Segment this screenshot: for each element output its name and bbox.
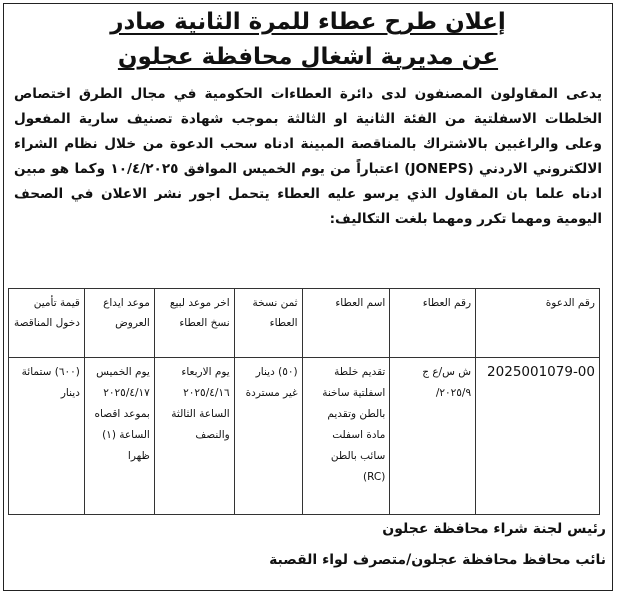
signature-block xyxy=(16,514,606,576)
cell-copy-price: (٥٠) دينار غير مستردة xyxy=(234,358,302,515)
table-row xyxy=(9,358,600,515)
cell-deposit-date: يوم الخميس ٢٠٢٥/٤/١٧ بموعد اقصاه الساعة (١) ظهرا xyxy=(84,358,154,515)
cell-invitation-no: 2025001079-00 xyxy=(476,358,600,515)
notice-title-line2: عن مديرية اشغال محافظة عجلون xyxy=(117,43,499,70)
header-deposit-date: موعد ايداع العروض xyxy=(84,289,154,358)
header-invitation-no: رقم الدعوة xyxy=(476,289,600,358)
header-tender-no: رقم العطاء xyxy=(390,289,476,358)
signature-line2: نائب محافظ محافظة عجلون/متصرف لواء القصبة xyxy=(269,552,606,568)
notice-title-line1: إعلان طرح عطاء للمرة الثانية صادر xyxy=(110,9,506,35)
cell-entry-bond: (٦٠٠) ستمائة دينار xyxy=(9,358,85,515)
header-last-sale-date: اخر موعد لبيع نسخ العطاء xyxy=(154,289,234,358)
header-copy-price: ثمن نسخة العطاء xyxy=(234,289,302,358)
table-header-row xyxy=(9,289,600,358)
header-entry-bond: قيمة تأمين دخول المناقصة xyxy=(9,289,85,358)
tender-table xyxy=(8,288,600,515)
cell-tender-name: تقديم خلطة اسفلتية ساخنة بالطن وتقديم مادة اسفلت سائب بالطن (RC) xyxy=(302,358,390,515)
signature-line1: رئيس لجنة شراء محافظة عجلون xyxy=(382,521,606,537)
header-tender-name: اسم العطاء xyxy=(302,289,390,358)
cell-tender-no: ش س/ع ج ٢٠٢٥/٩/ xyxy=(390,358,476,515)
notice-body: يدعى المقاولون المصنفون لدى دائرة العطاءات الحكومية في مجال الطرق اختصاص الخلطات الاسفلتية من الفئة الثانية او الثالثة بموجب شهادة تصنيف سارية المفعول وعلى والراغبين بالاشتراك بالمناقصة المبينة ادناه سحب الدعوة من خلال نظام الشراء الالكتروني الاردني (JONEPS) اعتباراً من يوم الخميس الموافق ١٠/٤/٢٠٢٥ وكما هو مبين ادناه علما بان المقاول الذي يرسو عليه العطاء يتحمل اجور نشر الاعلان في الصحف اليومية ومهما تكرر ومهما بلغت التكاليف: xyxy=(14,85,602,227)
cell-last-sale-date: يوم الاربعاء ٢٠٢٥/٤/١٦ الساعة الثالثة والنصف xyxy=(154,358,234,515)
